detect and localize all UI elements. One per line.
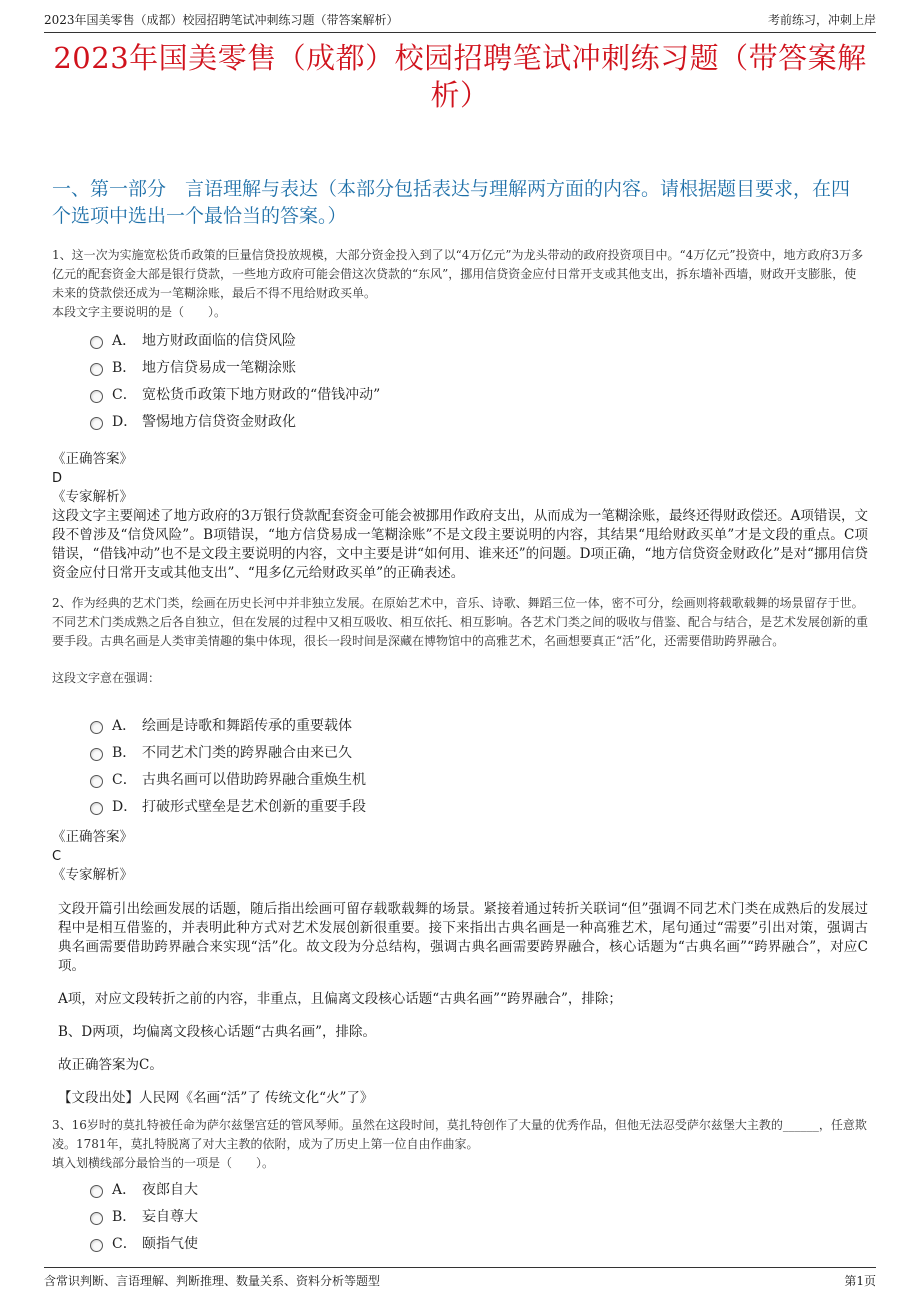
- radio-icon[interactable]: [90, 1212, 103, 1225]
- page-header: [44, 10, 876, 33]
- option-letter: C．: [112, 1236, 137, 1252]
- radio-icon[interactable]: [90, 1239, 103, 1252]
- question-stem: 3、16岁时的莫扎特被任命为萨尔兹堡宫廷的管风琴师。虽然在这段时间，莫扎特创作了大量的优秀作品，但他无法忍受萨尔兹堡大主教的______，任意欺凌。1781年，莫扎特脱离了对大主教的依附，成为了历史上第一位自由作曲家。: [52, 1118, 867, 1151]
- option-letter: C．: [112, 387, 137, 403]
- question-1: [52, 246, 868, 436]
- option-list-2: [52, 713, 868, 821]
- footer-note: 含常识判断、言语理解、判断推理、数量关系、资料分析等题型: [44, 1274, 381, 1288]
- document-title: 2023年国美零售（成都）校园招聘笔试冲刺练习题（带答案解析）: [53, 41, 867, 112]
- answer-label: 《正确答案》: [52, 451, 133, 467]
- radio-icon[interactable]: [90, 775, 103, 788]
- analysis-text: 故正确答案为C。: [58, 1057, 163, 1073]
- radio-icon[interactable]: [90, 336, 103, 349]
- page-footer: [44, 1267, 876, 1292]
- radio-icon[interactable]: [90, 390, 103, 403]
- option-b[interactable]: [90, 1204, 868, 1231]
- source-citation: 【文段出处】人民网《名画“活”了 传统文化“火”了》: [58, 1090, 374, 1106]
- option-text: 宽松货币政策下地方财政的“借钱冲动”: [142, 387, 381, 403]
- option-c[interactable]: [90, 1231, 868, 1258]
- option-text: 古典名画可以借助跨界融合重焕生机: [142, 772, 366, 788]
- option-a[interactable]: [90, 1177, 868, 1204]
- radio-icon[interactable]: [90, 802, 103, 815]
- analysis-label: 《专家解析》: [52, 489, 133, 505]
- answer-label: 《正确答案》: [52, 829, 133, 845]
- option-b[interactable]: [90, 355, 868, 382]
- option-text: 妄自尊大: [142, 1209, 198, 1225]
- radio-icon[interactable]: [90, 721, 103, 734]
- option-text: 不同艺术门类的跨界融合由来已久: [142, 745, 352, 761]
- question-stem: 2、作为经典的艺术门类，绘画在历史长河中并非独立发展。在原始艺术中，音乐、诗歌、舞蹈三位一体，密不可分，绘画则将载歌载舞的场景留存于世。不同艺术门类成熟之后各自独立，但在发展的过程中又相互吸收、相互依托、相互影响。各艺术门类之间的吸收与借鉴、配合与结合，是艺术发展创新的重要手段。古典名画是人类审美情趣的集中体现，很长一段时间是深藏在博物馆中的高雅艺术，名画想要真正“活”化，还需要借助跨界融合。: [52, 596, 869, 648]
- option-letter: B．: [112, 745, 137, 761]
- correct-answer: D: [52, 471, 63, 486]
- question-prompt: 本段文字主要说明的是（ ）。: [52, 305, 227, 319]
- radio-icon[interactable]: [90, 1185, 103, 1198]
- option-text: 地方财政面临的信贷风险: [142, 333, 296, 349]
- page-number: 第1页: [844, 1274, 876, 1288]
- question-stem: 1、这一次为实施宽松货币政策的巨量信贷投放规模，大部分资金投入到了以“4万亿元”为龙头带动的政府投资项目中。“4万亿元”投资中，地方政府3万多亿元的配套资金大部是银行贷款，一些地方政府可能会借这次贷款的“东风”，挪用信贷资金应付日常开支或其他支出，拆东墙补西墙，财政开支膨胀，使未来的贷款偿还成为一笔糊涂账，最后不得不甩给财政买单。: [52, 248, 864, 300]
- option-letter: A．: [112, 718, 137, 734]
- analysis-text: 文段开篇引出绘画发展的话题，随后指出绘画可留存载歌载舞的场景。紧接着通过转折关联词“但”强调不同艺术门类在成熟后的发展过程中是相互借鉴的，并表明此种方式对艺术发展创新很重要。接下来指出古典名画是一种高雅艺术，尾句通过“需要”引出对策，强调古典名画需要借助跨界融合来实现“活”化。故文段为分总结构，强调古典名画需要跨界融合，核心话题为“古典名画”“跨界融合”，对应C项。: [58, 901, 868, 974]
- option-letter: C．: [112, 772, 137, 788]
- option-letter: D．: [112, 414, 138, 430]
- option-a[interactable]: [90, 713, 868, 740]
- header-slogan: 考前练习，冲刺上岸: [767, 13, 876, 27]
- option-text: 绘画是诗歌和舞蹈传承的重要载体: [142, 718, 352, 734]
- analysis-block-2: [58, 900, 868, 1108]
- option-list: [90, 1177, 868, 1258]
- option-letter: B．: [112, 360, 137, 376]
- option-c[interactable]: [90, 767, 868, 794]
- answer-block-2: [52, 828, 868, 885]
- option-b[interactable]: [90, 740, 868, 767]
- analysis-text: B、D两项，均偏离文段核心话题“古典名画”，排除。: [58, 1024, 377, 1040]
- analysis-label: 《专家解析》: [52, 867, 133, 883]
- option-a[interactable]: [90, 328, 868, 355]
- question-2: [52, 594, 868, 688]
- option-letter: A．: [112, 1182, 137, 1198]
- option-d[interactable]: [90, 409, 868, 436]
- option-letter: D．: [112, 799, 138, 815]
- option-letter: A．: [112, 333, 137, 349]
- radio-icon[interactable]: [90, 363, 103, 376]
- answer-block-1: [52, 450, 868, 583]
- option-text: 打破形式壁垒是艺术创新的重要手段: [142, 799, 366, 815]
- question-prompt: 填入划横线部分最恰当的一项是（ ）。: [52, 1156, 275, 1170]
- option-text: 警惕地方信贷资金财政化: [142, 414, 296, 430]
- option-d[interactable]: [90, 794, 868, 821]
- option-text: 地方信贷易成一笔糊涂账: [142, 360, 296, 376]
- analysis-text: A项，对应文段转折之前的内容，非重点，且偏离文段核心话题“古典名画”“跨界融合”，排除；: [58, 991, 622, 1007]
- analysis-text: 这段文字主要阐述了地方政府的3万银行贷款配套资金可能会被挪用作政府支出，从而成为一笔糊涂账，最终还得财政偿还。A项错误，文段不曾涉及“信贷风险”。B项错误，“地方信贷易成一笔糊涂账”不是文段主要说明的内容，其结果“甩给财政买单”才是文段的重点。C项错误，“借钱冲动”也不是文段主要说明的内容，文中主要是讲“如何用、谁来还”的问题。D项正确，“地方信贷资金财政化”是对“挪用信贷资金应付日常开支或其他支出”、“甩多亿元给财政买单”的正确表述。: [52, 508, 868, 581]
- option-letter: B．: [112, 1209, 137, 1225]
- option-text: 颐指气使: [142, 1236, 198, 1252]
- header-title: 2023年国美零售（成都）校园招聘笔试冲刺练习题（带答案解析）: [44, 13, 399, 27]
- section-heading: 一、第一部分 言语理解与表达（本部分包括表达与理解两方面的内容。请根据题目要求，在四个选项中选出一个最恰当的答案。）: [52, 178, 851, 227]
- radio-icon[interactable]: [90, 417, 103, 430]
- option-text: 夜郎自大: [142, 1182, 198, 1198]
- option-c[interactable]: [90, 382, 868, 409]
- radio-icon[interactable]: [90, 748, 103, 761]
- question-3: [52, 1116, 868, 1258]
- correct-answer: C: [52, 849, 62, 864]
- question-prompt: 这段文字意在强调：: [52, 671, 161, 685]
- option-list: [90, 328, 868, 436]
